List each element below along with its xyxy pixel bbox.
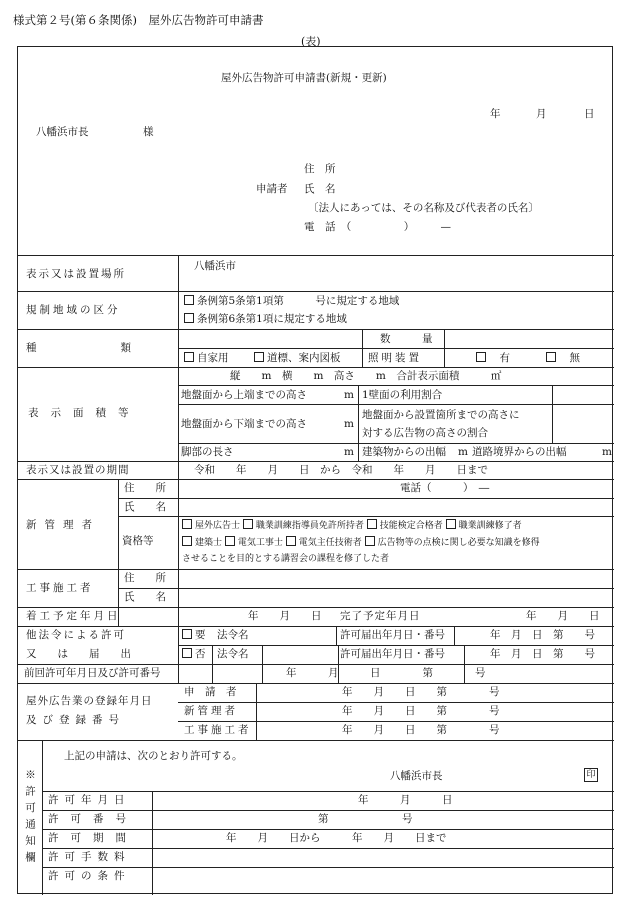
permit-notice-text: 上記の申請は、次のとおり許可する。: [64, 750, 243, 762]
corporation-note: 〔法人にあっては、その名称及び代表者の氏名〕: [308, 202, 539, 214]
other-law-not-required[interactable]: 否: [182, 648, 206, 660]
permit-date-label: 許可年月日: [48, 794, 131, 806]
period-value: 令和 年 月 日 から 令和 年 月 日まで: [194, 464, 488, 476]
zone-label: 規制地域の区分: [26, 304, 121, 316]
manager-tel: 電話（ ） ―: [400, 482, 490, 494]
previous-permit-label: 前回許可年月日及び許可番号: [24, 667, 161, 679]
checkbox-icon[interactable]: [182, 536, 192, 546]
applicant-name-label: 氏 名: [304, 183, 336, 195]
other-law-label-1: 他法令による許可: [26, 629, 126, 641]
unit-m: m: [344, 446, 354, 458]
bottom-height-label: 地盤面から下端までの高さ: [181, 418, 307, 430]
permit-date-label: 許可届出年月日・番号: [340, 629, 445, 641]
registration-value: 年 月 日 第 号: [342, 705, 500, 717]
contractor-label: 工事施工者: [26, 582, 94, 594]
application-form: [17, 46, 613, 894]
contractor-name-label: 氏 名: [124, 591, 166, 603]
qualifications-row-2: 建築士 電気工事士 電気主任技術者 広告物等の点検に関し必要な知識を修得: [182, 536, 540, 549]
unit-m: m: [602, 446, 612, 458]
kind-label: 種 類: [26, 342, 131, 354]
other-law-required[interactable]: 要: [182, 629, 206, 641]
checkbox-icon[interactable]: [546, 352, 556, 362]
checkbox-icon[interactable]: [184, 313, 194, 323]
wall-ratio-label: 1壁面の利用割合: [362, 389, 443, 401]
height-ratio-label-2: 対する広告物の高さの割合: [362, 427, 488, 439]
lighting-yes[interactable]: 有: [476, 352, 510, 364]
finish-date-value: 年 月 日: [526, 610, 600, 622]
checkbox-icon[interactable]: [182, 629, 192, 639]
permit-date-value: 年 月 日 第 号: [490, 629, 595, 641]
form-side-label: (表): [301, 35, 321, 48]
permit-date-value: 年 月 日: [358, 794, 453, 806]
registration-label-1: 屋外広告業の登録年月日: [26, 695, 153, 707]
location-label: 表示又は設置場所: [26, 268, 126, 280]
date-day-label: 日: [584, 108, 595, 120]
checkbox-icon[interactable]: [182, 648, 192, 658]
registration-label-2: 及び登録番号: [26, 714, 125, 726]
permit-period-value: 年 月 日から 年 月 日まで: [226, 832, 447, 844]
checkbox-icon[interactable]: [184, 295, 194, 305]
manager-qualification-label: 資格等: [122, 535, 154, 547]
zone-option-2[interactable]: 条例第6条第1項に規定する地域: [184, 313, 347, 325]
quantity-label: 数 量: [380, 333, 433, 345]
form-title: 屋外広告物許可申請書(新規・更新): [221, 72, 387, 84]
applicant-label: 申請者: [256, 183, 288, 195]
period-label: 表示又は設置の期間: [26, 464, 130, 476]
checkbox-icon[interactable]: [184, 352, 194, 362]
unit-m: m: [344, 418, 354, 430]
registration-value: 年 月 日 第 号: [342, 686, 500, 698]
location-value: 八幡浜市: [194, 260, 236, 272]
qualifications-row-1: 屋外広告士 職業訓練指導員免許所持者 技能検定合格者 職業訓練修了者: [182, 519, 522, 532]
lighting-no[interactable]: 無: [546, 352, 580, 364]
manager-name-label: 氏 名: [124, 501, 166, 513]
checkbox-icon[interactable]: [182, 519, 192, 529]
registration-contractor-label: 工事施工者: [184, 724, 252, 736]
start-date-label: 着工予定年月日: [26, 610, 121, 622]
top-height-label: 地盤面から上端までの高さ: [181, 389, 307, 401]
finish-date-label: 完了予定年月日: [340, 610, 421, 622]
start-date-value: 年 月 日: [248, 610, 322, 622]
qualifications-row-3: させることを目的とする講習会の課程を修了した者: [182, 554, 390, 564]
kind-option-own[interactable]: 自家用: [184, 352, 229, 364]
zone-option-1[interactable]: 条例第5条第1項第 号に規定する地域: [184, 295, 399, 307]
addressee-honorific: 様: [143, 126, 154, 138]
manager-label: 新管理者: [26, 519, 100, 531]
registration-applicant-label: 申 請 者: [184, 686, 237, 698]
building-projection-label: 建築物からの出幅: [362, 446, 446, 458]
permit-fee-label: 許可手数料: [48, 851, 131, 863]
law-name-label: 法令名: [217, 648, 249, 660]
permit-date-value: 年 月 日 第 号: [490, 648, 595, 660]
checkbox-icon[interactable]: [476, 352, 486, 362]
checkbox-icon[interactable]: [367, 519, 377, 529]
checkbox-icon[interactable]: [365, 536, 375, 546]
checkbox-icon[interactable]: [254, 352, 264, 362]
contractor-address-label: 住 所: [124, 572, 166, 584]
applicant-tel: 電 話 （ ） —: [304, 221, 451, 233]
checkbox-icon[interactable]: [446, 519, 456, 529]
other-law-label-2: 又 は 届 出: [26, 648, 131, 660]
form-number: 様式第２号(第６条関係) 屋外広告物許可申請書: [13, 13, 264, 27]
mayor-name: 八幡浜市長: [390, 770, 443, 782]
road-projection-label: 道路境界からの出幅: [472, 446, 567, 458]
law-name-label: 法令名: [217, 629, 249, 641]
registration-manager-label: 新管理者: [184, 705, 238, 717]
permit-conditions-label: 許可の条件: [48, 870, 131, 882]
manager-address-label: 住 所: [124, 482, 166, 494]
checkbox-icon[interactable]: [243, 519, 253, 529]
registration-value: 年 月 日 第 号: [342, 724, 500, 736]
permit-date-label: 許可届出年月日・番号: [340, 648, 445, 660]
unit-m: m: [344, 389, 354, 401]
permit-number-value: 第 号: [318, 813, 413, 825]
height-ratio-label-1: 地盤面から設置箇所までの高さに: [362, 409, 520, 421]
unit-m: m: [458, 446, 468, 458]
permit-period-label: 許可期間: [48, 832, 138, 844]
lighting-label: 照明装置: [368, 352, 422, 364]
seal-mark: 印: [584, 768, 598, 782]
previous-permit-value: 年 月 日 第 号: [286, 667, 486, 679]
addressee: 八幡浜市長: [36, 126, 89, 138]
checkbox-icon[interactable]: [225, 536, 235, 546]
area-label: 表示面積等: [28, 407, 141, 419]
permit-number-label: 許可番号: [48, 813, 138, 825]
date-month-label: 月: [536, 108, 547, 120]
date-year-label: 年: [490, 108, 501, 120]
leg-length-label: 脚部の長さ: [181, 446, 234, 458]
area-dimensions: 縦 m 横 m 高さ m 合計表示面積 ㎡: [230, 370, 502, 382]
applicant-address-label: 住 所: [304, 163, 336, 175]
permit-notice-side-label: ※許可通知欄: [24, 769, 36, 868]
checkbox-icon[interactable]: [286, 536, 296, 546]
kind-option-sign[interactable]: 道標、案内図板: [254, 352, 341, 364]
